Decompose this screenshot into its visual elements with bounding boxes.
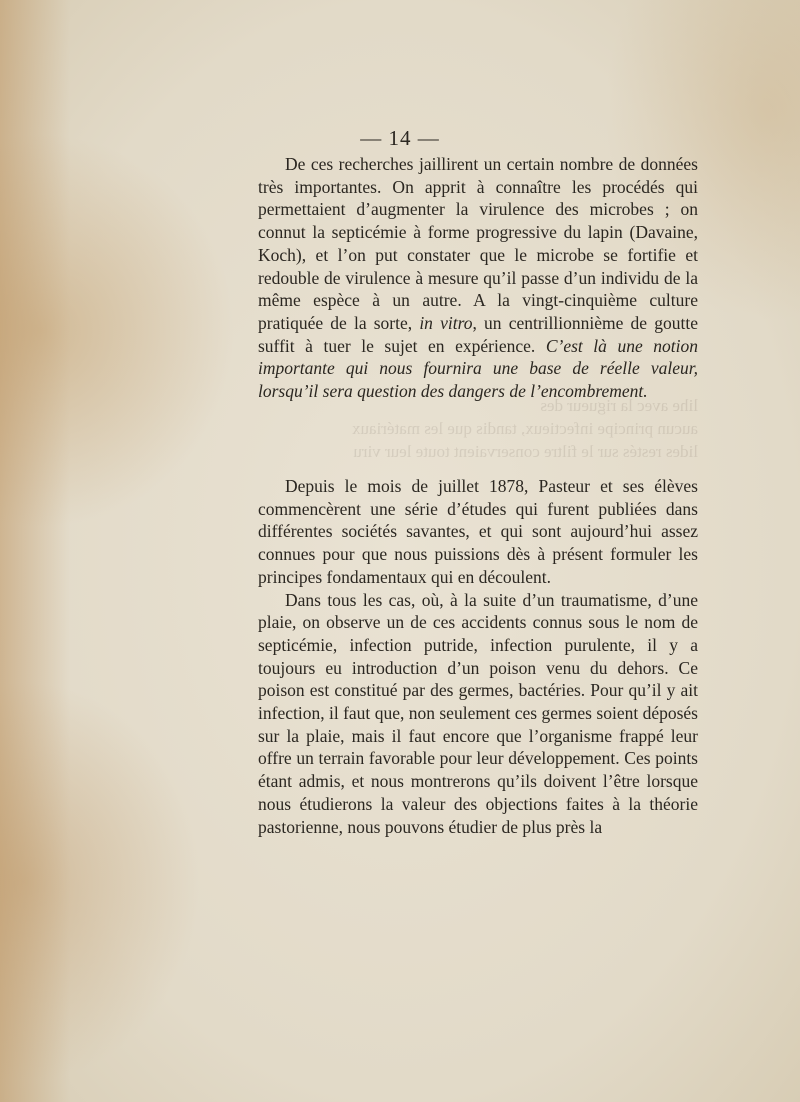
text-block-bottom bbox=[258, 475, 698, 838]
paragraph-text: De ces recherches jaillirent un certain nombre de données très importantes. On apprit à connaître les procédés qui permettaient d’augmenter la virulence des microbes ; on connut la septicémie à forme progressive du lapin (Davaine, Koch), et l’on put constater que le microbe se fortifie et redouble de virulence à mesure qu’il passe d’un individu de la même espèce à un autre. A la vingt-cinquième culture pratiquée de la sorte, bbox=[258, 154, 698, 333]
paragraph: Depuis le mois de juillet 1878, Pasteur et ses élèves commencèrent une série d’études qui furent publiées dans différentes sociétés savantes, et qui sont aujourd’hui assez connues pour que nous puissions dès à présent formuler les principes fondamentaux qui en découlent. bbox=[258, 476, 698, 587]
bleed-through-text: aucun principe infectieux, tandis que les matériaux bbox=[351, 419, 698, 438]
text-block-top bbox=[258, 153, 698, 403]
paragraph bbox=[258, 153, 698, 403]
paragraph-text: , un centrillionnième de goutte suffit à tuer le sujet en expérience. bbox=[258, 312, 698, 356]
page-number: — 14 — bbox=[360, 126, 440, 150]
italic-phrase: in vitro bbox=[419, 312, 473, 333]
bleed-through-text: lihe avec la rigueur des bbox=[540, 396, 698, 415]
bleed-through-text: lides restés sur le filtre conservaient toute leur viru bbox=[353, 442, 698, 461]
italic-sentence: C’est là une notion importante qui nous fournira une base de réelle valeur, lorsqu’il sera question des dangers de l’encombrement. bbox=[258, 335, 699, 402]
paragraph: Dans tous les cas, où, à la suite d’un traumatisme, d’une plaie, on observe un de ces accidents connus sous le nom de septicémie, infection putride, infection purulente, il y a toujours eu introduction d’un poison venu du dehors. Ce poison est constitué par des germes, bactéries. Pour qu’il y ait infection, il faut que, non seulement ces germes soient déposés sur la plaie, mais il faut encore que l’organisme frappé leur offre un terrain favorable pour leur développement. Ces points étant admis, et nous montrerons qu’ils doivent l’être lorsque nous étudierons la valeur des objections faites à la théorie pastorienne, nous pouvons étudier de plus près la bbox=[258, 589, 698, 837]
page-edge-stain bbox=[0, 0, 70, 1102]
